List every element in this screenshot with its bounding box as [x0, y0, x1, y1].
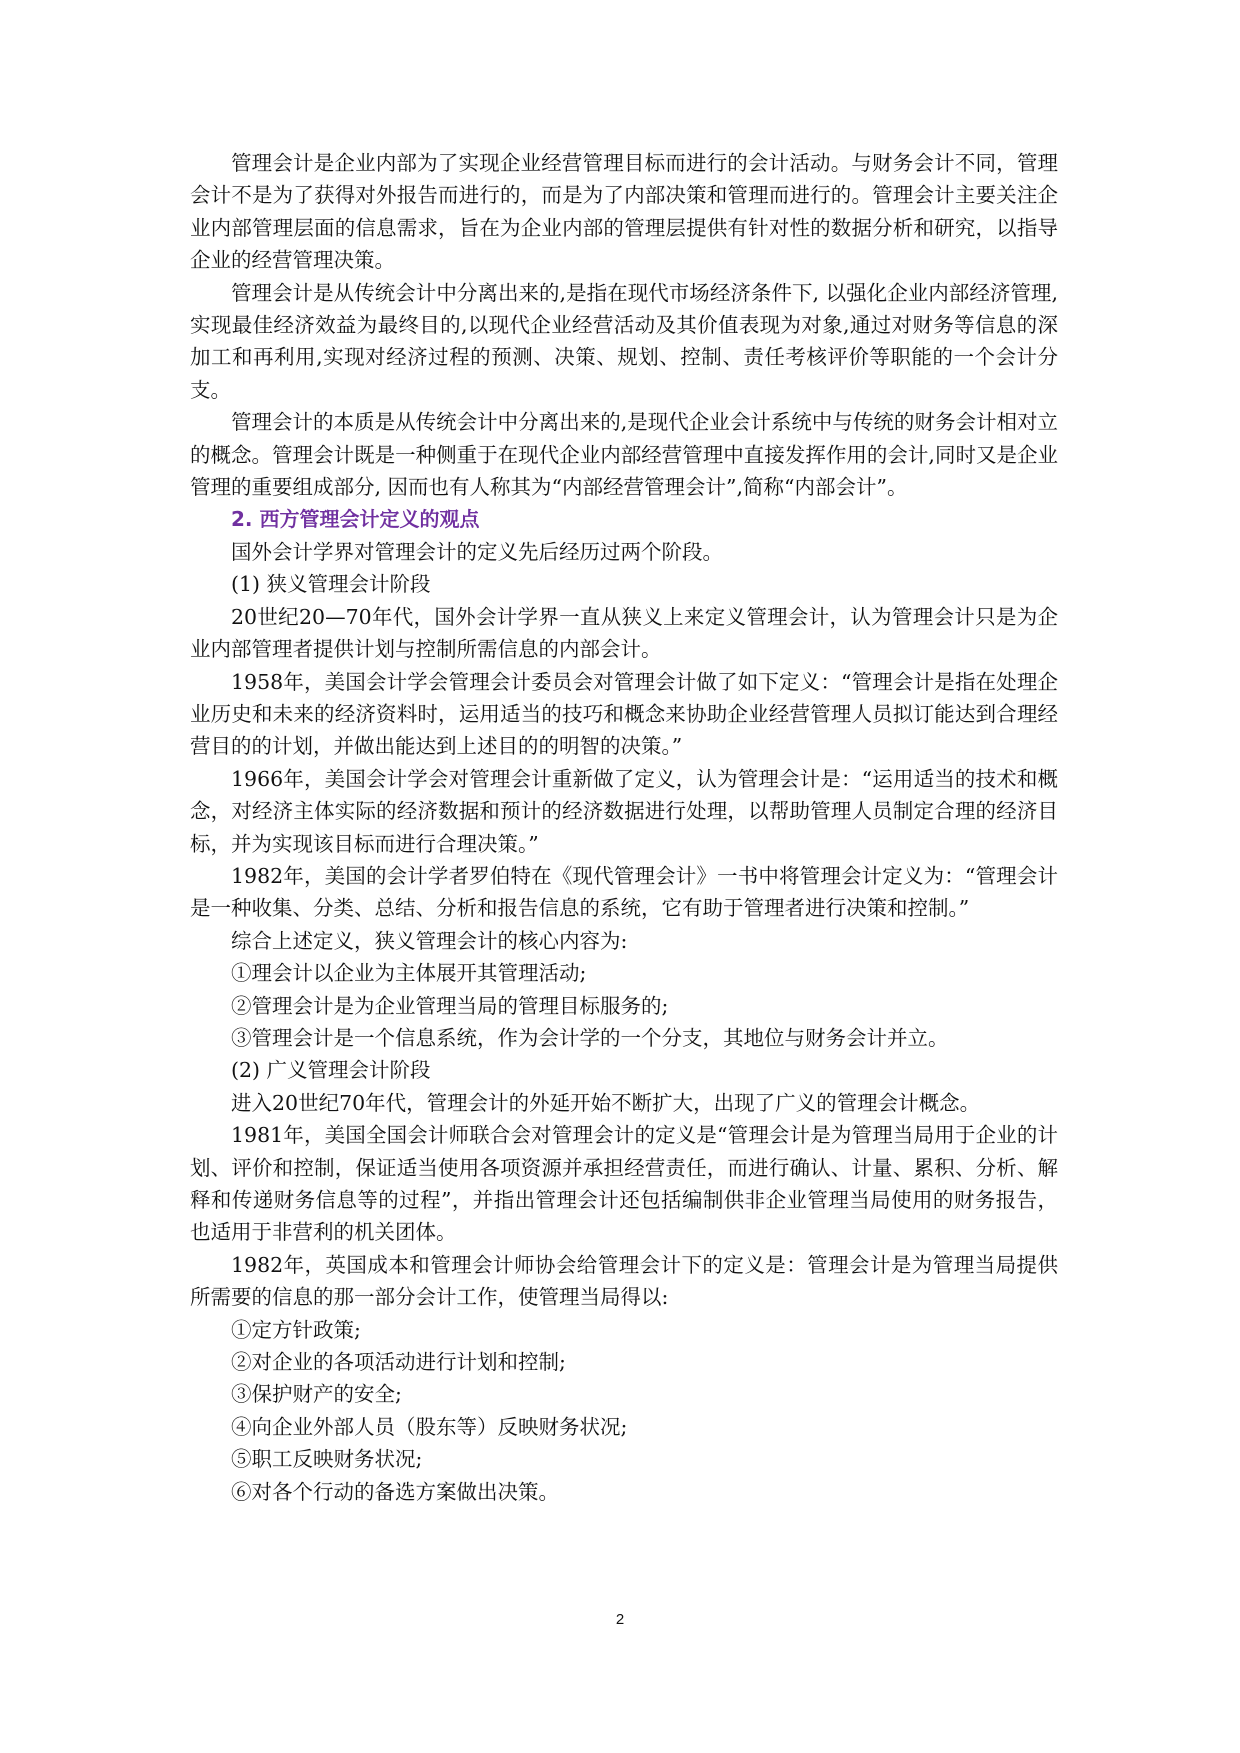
- list-item: ⑥对各个行动的备选方案做出决策。: [231, 1479, 559, 1504]
- section-intro: 国外会计学界对管理会计的定义先后经历过两个阶段。: [231, 539, 723, 564]
- body-paragraph: 进入20世纪70年代，管理会计的外延开始不断扩大，出现了广义的管理会计概念。: [231, 1090, 981, 1115]
- list-item: ①理会计以企业为主体展开其管理活动;: [231, 961, 587, 986]
- list-item: ①定方针政策;: [231, 1317, 361, 1342]
- body-paragraph: 管理会计是从传统会计中分离出来的,是指在现代市场经济条件下, 以强化企业内部经济管理,实现最佳经济效益为最终目的,以现代企业经营活动及其价值表现为对象,通过对财务等信息的深加工和再利用,实现对经济过程的预测、决策、规划、控制、责任考核评价等职能的一个会计分支。: [190, 280, 1058, 402]
- list-item: ③保护财产的安全;: [231, 1382, 402, 1407]
- document-body: [190, 147, 1058, 1508]
- list-item: ⑤职工反映财务状况;: [231, 1447, 423, 1472]
- list-item: ②管理会计是为企业管理当局的管理目标服务的;: [231, 993, 669, 1018]
- body-paragraph: 1966年，美国会计学会对管理会计重新做了定义，认为管理会计是：“运用适当的技术和概念，对经济主体实际的经济数据和预计的经济数据进行处理，以帮助管理人员制定合理的经济目标，并为实现该目标而进行合理决策。”: [190, 766, 1058, 856]
- list-item: ②对企业的各项活动进行计划和控制;: [231, 1350, 566, 1375]
- body-paragraph: 1982年，美国的会计学者罗伯特在《现代管理会计》一书中将管理会计定义为：“管理会计是一种收集、分类、总结、分析和报告信息的系统，它有助于管理者进行决策和控制。”: [190, 863, 1058, 921]
- list-item: ③管理会计是一个信息系统，作为会计学的一个分支，其地位与财务会计并立。: [231, 1025, 949, 1050]
- list-item: ④向企业外部人员（股东等）反映财务状况;: [231, 1414, 628, 1439]
- body-paragraph: 管理会计的本质是从传统会计中分离出来的,是现代企业会计系统中与传统的财务会计相对立的概念。管理会计既是一种侧重于在现代企业内部经营管理中直接发挥作用的会计,同时又是企业管理的重要组成部分, 因而也有人称其为“内部经营管理会计”,简称“内部会计”。: [190, 410, 1058, 500]
- page-number: 2: [615, 1611, 625, 1628]
- body-paragraph: 1981年，美国全国会计师联合会对管理会计的定义是“管理会计是为管理当局用于企业的计划、评价和控制，保证适当使用各项资源并承担经营责任，而进行确认、计量、累积、分析、解释和传递财务信息等的过程”，并指出管理会计还包括编制供非企业管理当局使用的财务报告，也适用于非营利的机关团体。: [190, 1123, 1058, 1245]
- body-paragraph: 综合上述定义，狭义管理会计的核心内容为:: [231, 928, 628, 953]
- body-paragraph: 1982年，英国成本和管理会计师协会给管理会计下的定义是：管理会计是为管理当局提供所需要的信息的那一部分会计工作，使管理当局得以:: [190, 1252, 1058, 1310]
- body-paragraph: 20世纪20—70年代，国外会计学界一直从狭义上来定义管理会计，认为管理会计只是为企业内部管理者提供计划与控制所需信息的内部会计。: [190, 604, 1058, 662]
- stage-title: (2) 广义管理会计阶段: [231, 1058, 431, 1083]
- body-paragraph: 1958年，美国会计学会管理会计委员会对管理会计做了如下定义：“管理会计是指在处理企业历史和未来的经济资料时，运用适当的技巧和概念来协助企业经营管理人员拟订能达到合理经营目的的计划，并做出能达到上述目的的明智的决策。”: [190, 669, 1058, 759]
- stage-title: (1) 狭义管理会计阶段: [231, 572, 431, 597]
- body-paragraph: 管理会计是企业内部为了实现企业经营管理目标而进行的会计活动。与财务会计不同，管理会计不是为了获得对外报告而进行的，而是为了内部决策和管理而进行的。管理会计主要关注企业内部管理层面的信息需求，旨在为企业内部的管理层提供有针对性的数据分析和研究，以指导企业的经营管理决策。: [190, 151, 1058, 273]
- section-heading: 2. 西方管理会计定义的观点: [231, 507, 480, 532]
